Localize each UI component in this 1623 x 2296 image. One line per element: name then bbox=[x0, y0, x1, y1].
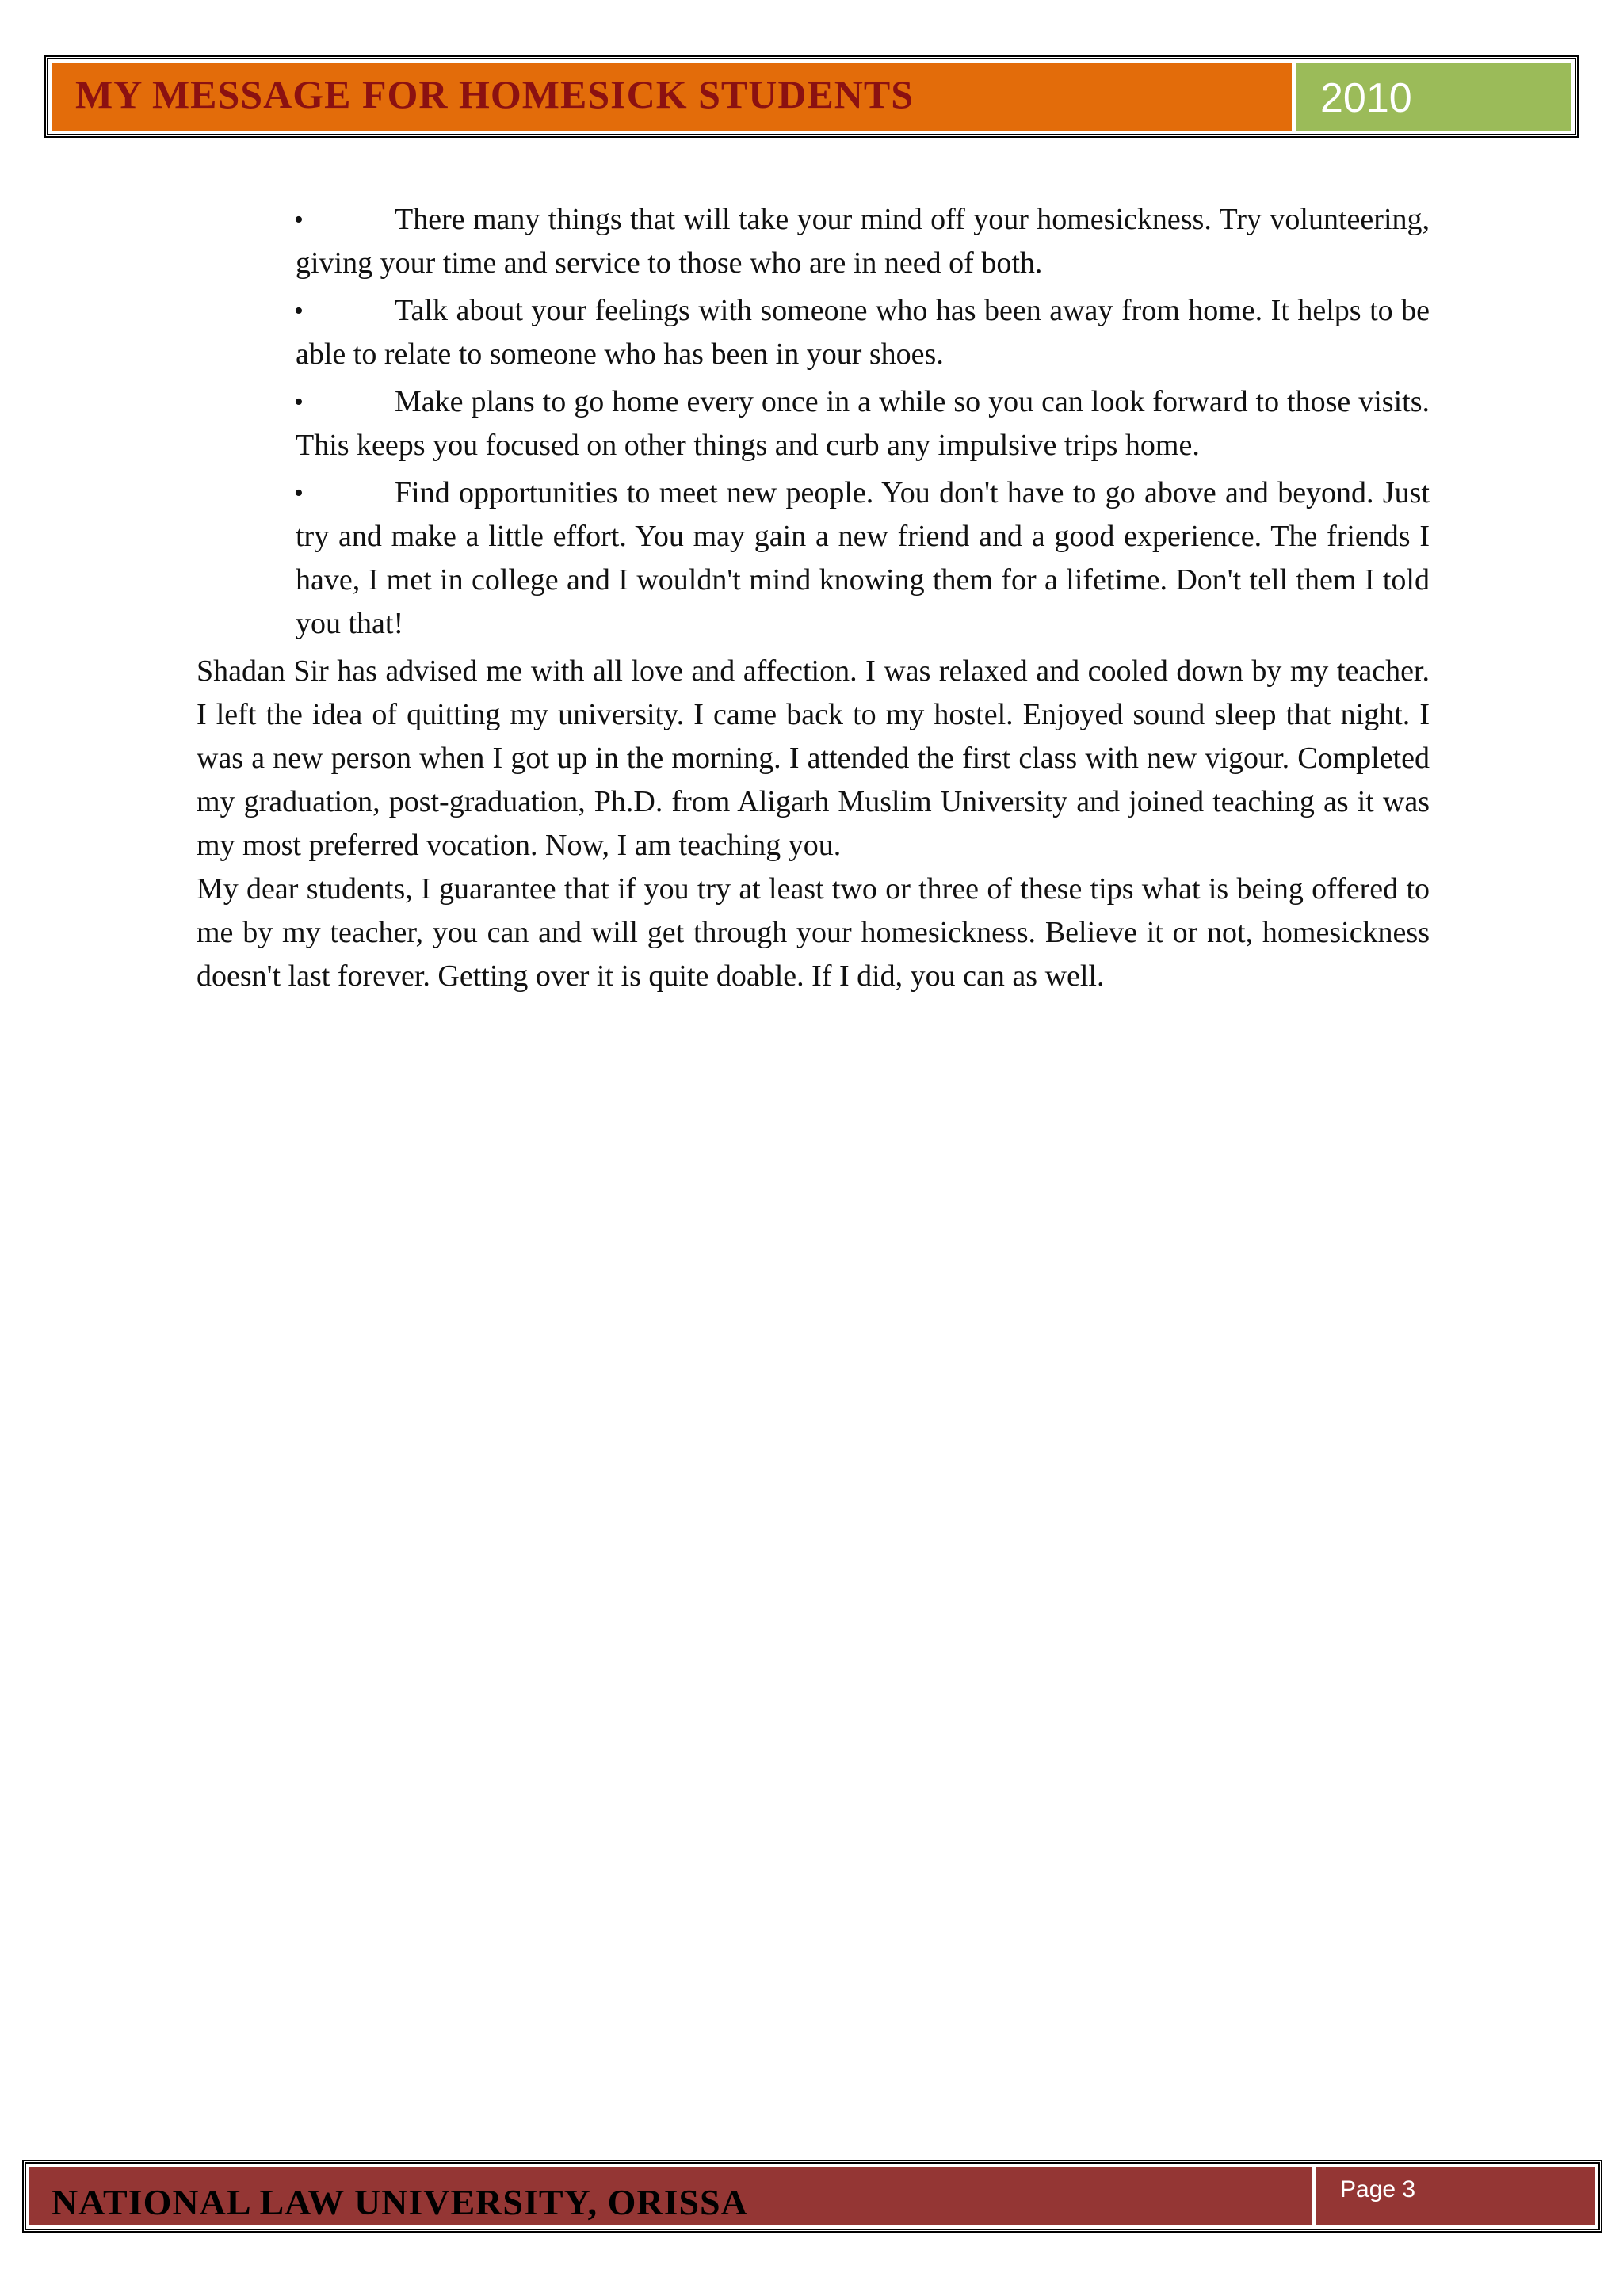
bullet-text: Make plans to go home every once in a while so you can look forward to those visits. This keeps you focused on other things and curb any impulsive trips home. bbox=[296, 385, 1430, 462]
bullet-text: Find opportunities to meet new people. You don't have to go above and beyond. Just try and make a little effort. You may gain a new friend and a good experience. The friends I have, I met in college and I wouldn't mind knowing them for a lifetime. Don't tell them I told you that! bbox=[296, 476, 1430, 640]
body-paragraph: My dear students, I guarantee that if you try at least two or three of these tips what is being offered to me by my teacher, you can and will get through your homesickness. Believe it or not, homesickness doesn't last forever. Getting over it is quite doable. If I did, you can as well. bbox=[197, 872, 1430, 993]
list-item bbox=[296, 289, 1430, 376]
page-number: Page 3 bbox=[1340, 2176, 1416, 2203]
document-title: MY MESSAGE FOR HOMESICK STUDENTS bbox=[75, 72, 915, 116]
tips-list bbox=[197, 198, 1430, 646]
body-paragraph: Shadan Sir has advised me with all love and affection. I was relaxed and cooled down by my teacher. I left the idea of quitting my university. I came back to my hostel. Enjoyed sound sleep that night. I was a new person when I got up in the morning. I attended the first class with new vigour. Completed my graduation, post-graduation, Ph.D. from Aligarh Muslim University and joined teaching as it was my most preferred vocation. Now, I am teaching you. bbox=[197, 654, 1430, 862]
list-item bbox=[296, 471, 1430, 646]
bullet-icon: • bbox=[294, 387, 304, 417]
bullet-icon: • bbox=[294, 205, 304, 235]
footer-page-box bbox=[1316, 2167, 1595, 2225]
footer-institution-box bbox=[29, 2167, 1312, 2225]
list-item bbox=[296, 198, 1430, 285]
list-item bbox=[296, 380, 1430, 467]
header-title-box bbox=[52, 63, 1292, 131]
bullet-icon: • bbox=[294, 296, 304, 326]
institution-name: NATIONAL LAW UNIVERSITY, ORISSA bbox=[52, 2181, 748, 2222]
document-year: 2010 bbox=[1320, 75, 1412, 121]
bullet-icon: • bbox=[294, 479, 304, 508]
document-body bbox=[197, 198, 1430, 998]
page-footer bbox=[22, 2160, 1602, 2233]
header-year-box bbox=[1296, 63, 1571, 131]
page-header bbox=[44, 55, 1579, 138]
bullet-text: Talk about your feelings with someone who has been away from home. It helps to be able to relate to someone who has been in your shoes. bbox=[296, 294, 1430, 371]
bullet-text: There many things that will take your mind off your homesickness. Try volunteering, giving your time and service to those who are in need of both. bbox=[296, 203, 1430, 280]
